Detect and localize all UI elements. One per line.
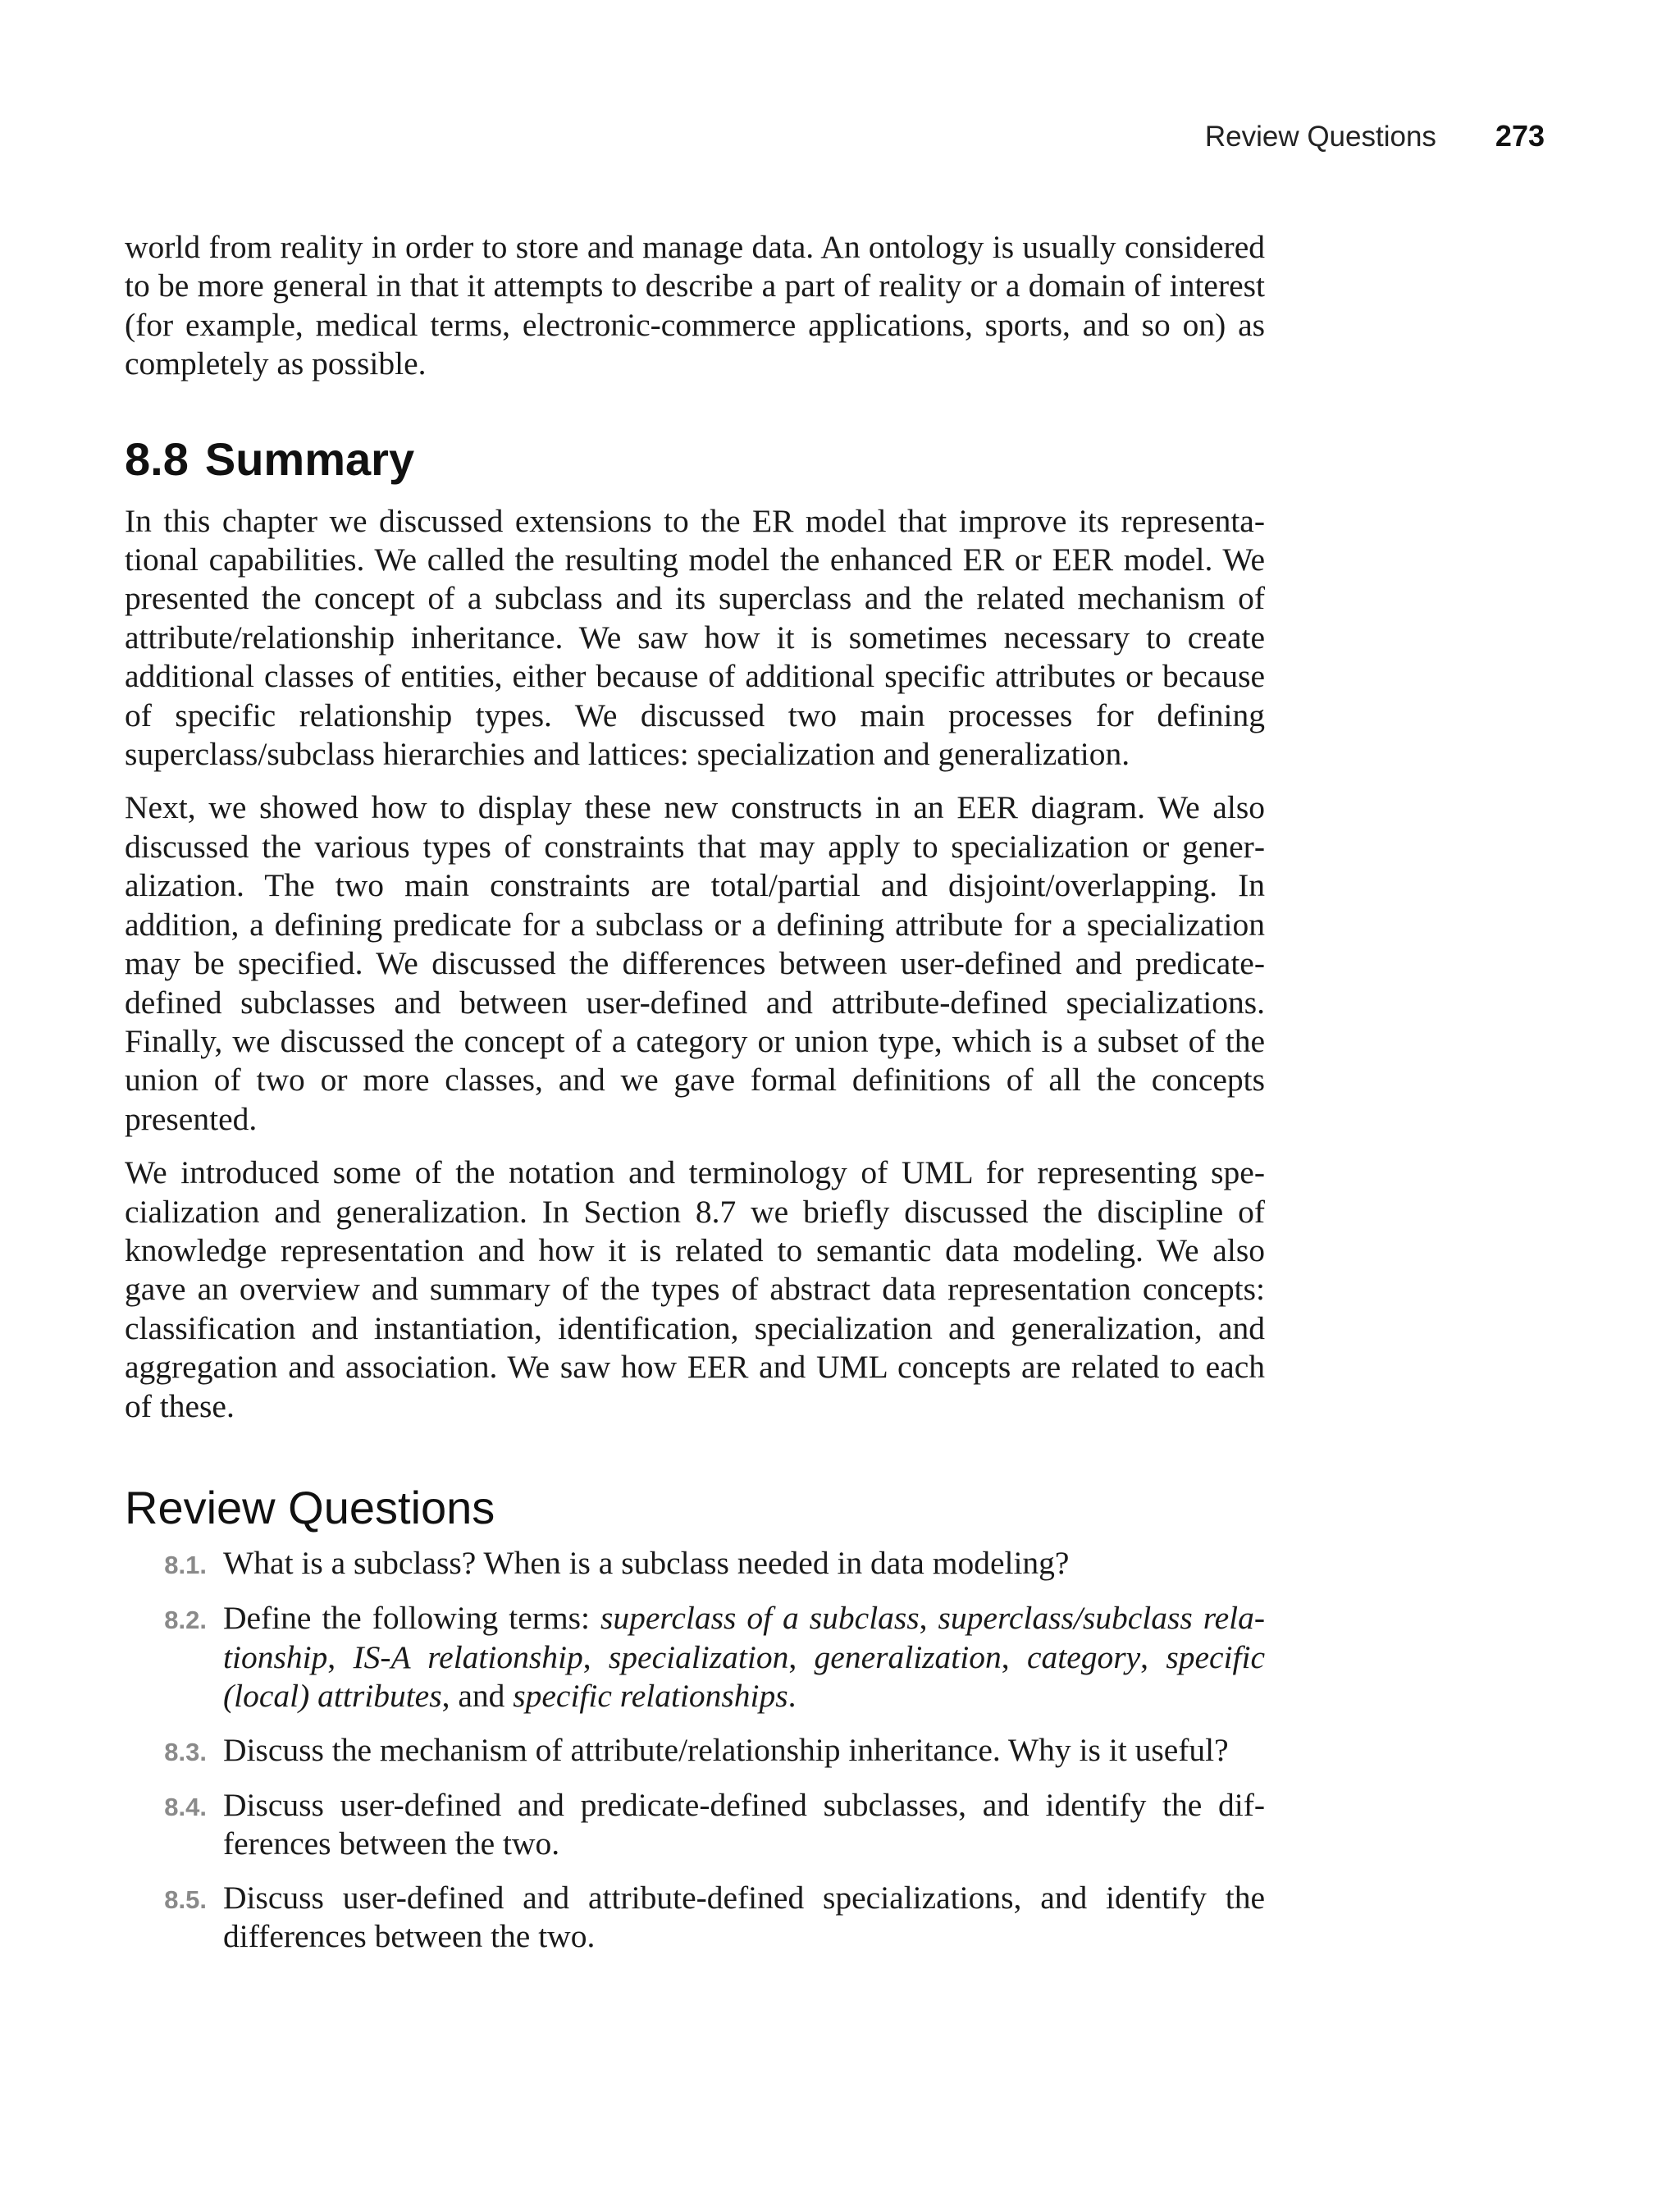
- summary-heading: [125, 433, 1265, 486]
- review-question: [125, 1786, 1265, 1864]
- summary-paragraph: In this chapter we discussed extensions to the ER model that improve its representational capabilities. We called the resulting model the enhanced ER or EER model. We presented the concept of a subclass and its superclass and the related mechanism of attribute/relationship inheritance. We saw how it is sometimes necessary to create additional classes of entities, either because of additional specific attributes or because of specific relationship types. We discussed two main processes for defining superclass/subclass hierarchies and lattices: specialization and generalization.: [125, 502, 1265, 773]
- term-generalization: generalization: [814, 1638, 1002, 1675]
- question-text: What is a subclass? When is a subclass needed in data modeling?: [223, 1544, 1070, 1581]
- summary-paragraph: We introduced some of the notation and terminology of UML for representing specialization and generalization. In Section 8.7 we briefly discussed the discipline of knowledge representation and how it is related to semantic data modeling. We also gave an overview and summary of the types of abstract data representation concepts: classification and instantiation, identification, specialization and generalization, and aggregation and association. We saw how EER and UML concepts are related to each of these.: [125, 1154, 1265, 1424]
- term-separator: ,: [582, 1638, 609, 1675]
- term-separator: ,: [919, 1600, 938, 1637]
- running-header: [1205, 119, 1545, 158]
- question-number: 8.4.: [164, 1793, 207, 1821]
- running-header-section-title: Review Questions: [1204, 121, 1436, 153]
- question-number: 8.5.: [164, 1884, 207, 1914]
- question-text: Discuss user-defined and attribute-defined specializations, and identify the differences between the two.: [223, 1879, 1265, 1955]
- term-is-a-relationship: IS-A relationship: [353, 1638, 583, 1675]
- review-questions-heading: Review Questions: [125, 1481, 495, 1533]
- intro-paragraph: world from reality in order to store and manage data. An ontology is usually considered to be more general in that it attempts to describe a part of reality or a domain of interest (for example, medical terms, electronic-commerce applications, sports, and so on) as completely as possible.: [125, 229, 1265, 382]
- term-separator: ,: [327, 1638, 354, 1675]
- question-text-prefix: Define the following terms:: [223, 1600, 601, 1637]
- term-specialization: specialization: [608, 1638, 789, 1675]
- summary-paragraph: Next, we showed how to display these new constructs in an EER diagram. We also discussed the various types of constraints that may apply to specialization or generalization. The two main constraints are total/partial and disjoint/overlapping. In addition, a defining predicate for a subclass or a defining attribute for a specialization may be specified. We discussed the differences between user-defined and predicate-defined subclasses and between user-defined and attribute-defined specializations. Finally, we discussed the concept of a category or union type, which is a subset of the union of two or more classes, and we gave formal definitions of all the concepts presented.: [125, 789, 1265, 1137]
- review-question: [125, 1544, 1265, 1584]
- term-separator: , and: [441, 1678, 514, 1715]
- page-content: [125, 228, 1265, 1971]
- question-text-suffix: .: [788, 1678, 797, 1715]
- term-separator: ,: [1001, 1638, 1027, 1675]
- term-superclass-subclass-relationship: superclass/subclass relationship: [223, 1600, 1266, 1675]
- question-number: 8.1.: [164, 1550, 207, 1579]
- term-separator: ,: [788, 1638, 815, 1675]
- question-text: Discuss the mechanism of attribute/relationship inheritance. Why is it useful?: [223, 1731, 1229, 1768]
- review-question: [125, 1879, 1265, 1957]
- question-number: 8.2.: [164, 1606, 207, 1635]
- question-number: 8.3.: [164, 1737, 207, 1766]
- term-category: category: [1026, 1638, 1141, 1675]
- term-superclass-of-a-subclass: superclass of a subclass: [600, 1600, 920, 1637]
- term-specific-local-attributes: specific (local) attributes: [223, 1638, 1265, 1715]
- review-question: [125, 1599, 1265, 1715]
- question-text: Discuss user-defined and predicate-defined subclasses, and identify the differences between the two.: [223, 1787, 1265, 1862]
- term-specific-relationships: specific relationships: [513, 1678, 788, 1715]
- summary-section-number: 8.8: [125, 432, 189, 485]
- term-separator: ,: [1140, 1638, 1166, 1675]
- summary-section-title: Summary: [204, 432, 415, 485]
- page-number: 273: [1495, 119, 1545, 153]
- review-question: [125, 1731, 1265, 1771]
- question-text: [223, 1599, 1265, 1715]
